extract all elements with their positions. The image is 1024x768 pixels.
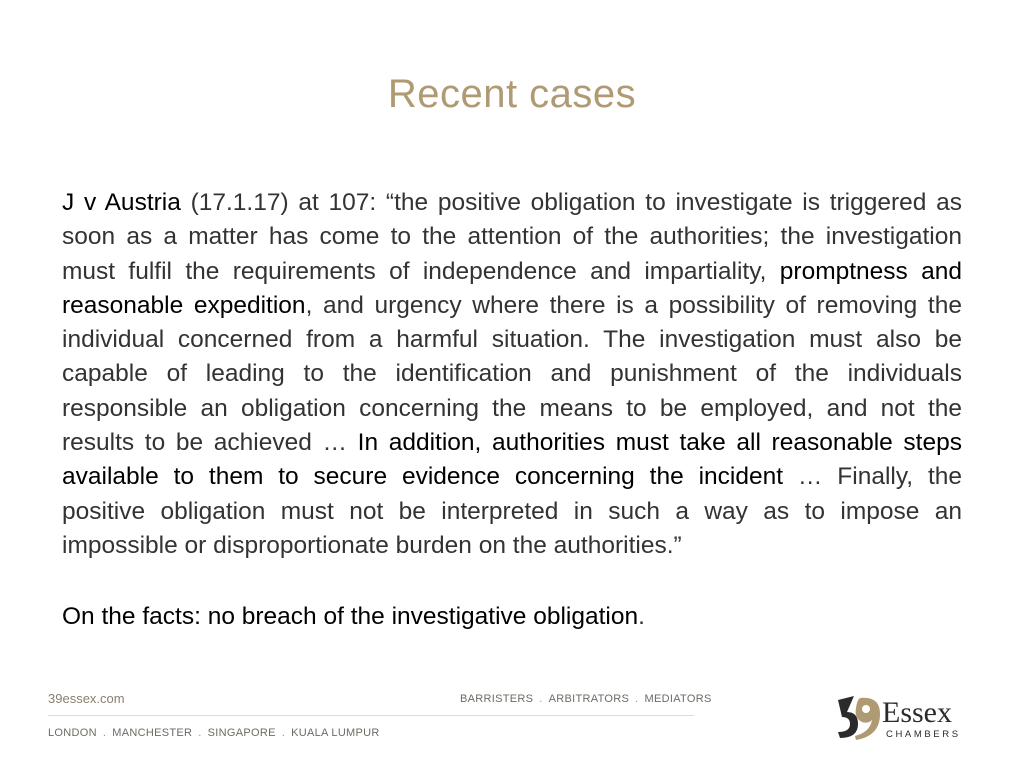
tagline-barristers: BARRISTERS [460,693,534,705]
tagline-arbitrators: ARBITRATORS [548,693,630,705]
tagline-separator: . [635,693,639,705]
footer-tagline [460,693,712,705]
conclusion-line [62,603,962,631]
footer-divider [48,715,694,716]
tagline-separator: . [539,693,543,705]
case-quote-paragraph [62,186,962,563]
quote-part-1: (17.1.17) at 107: “the positive obligation to investigate is triggered as soon as a matter has come to the attention of the authorities; the investigation must fulfil the requirements of independence and impartiality, [62,189,963,285]
emphasis-evidence: In addition, authorities must take all reasonable steps available to them to secure evidence concerning the incident [62,429,962,491]
logo-wordmark: Essex [882,696,952,729]
logo-39-mark-icon [838,696,880,740]
emphasis-promptness: promptness and reasonable expedition [62,257,963,319]
conclusion-text: On the facts: no breach of the investigative obligation [62,603,639,630]
office-separator: . [102,727,107,739]
office-kuala-lumpur: KUALA LUMPUR [291,727,380,739]
office-manchester: MANCHESTER [112,727,193,739]
footer-website[interactable]: 39essex.com [48,691,125,706]
tagline-mediators: MEDIATORS [644,693,712,705]
essex-chambers-logo [834,690,979,744]
footer-offices [48,727,380,739]
quote-part-3: … Finally, the positive obligation must not be interpreted in such a way as to impose an impossible or disproportionate burden on the authorities.” [62,463,963,559]
page-title: Recent cases [387,72,637,116]
conclusion-period: . [638,603,645,630]
office-separator: . [198,727,202,739]
office-singapore: SINGAPORE [207,727,276,739]
office-separator: . [281,727,286,739]
case-name: J v Austria [62,189,181,216]
logo-subtitle: CHAMBERS [886,729,961,740]
quote-part-2: , and urgency where there is a possibility of removing the individual concerned from a harmful situation. The investigation must also be capable of leading to the identification and punishment of the individuals responsible an obligation concerning the means to be employed, and not the results to be achieved … [62,291,962,457]
office-london: LONDON [48,727,97,739]
